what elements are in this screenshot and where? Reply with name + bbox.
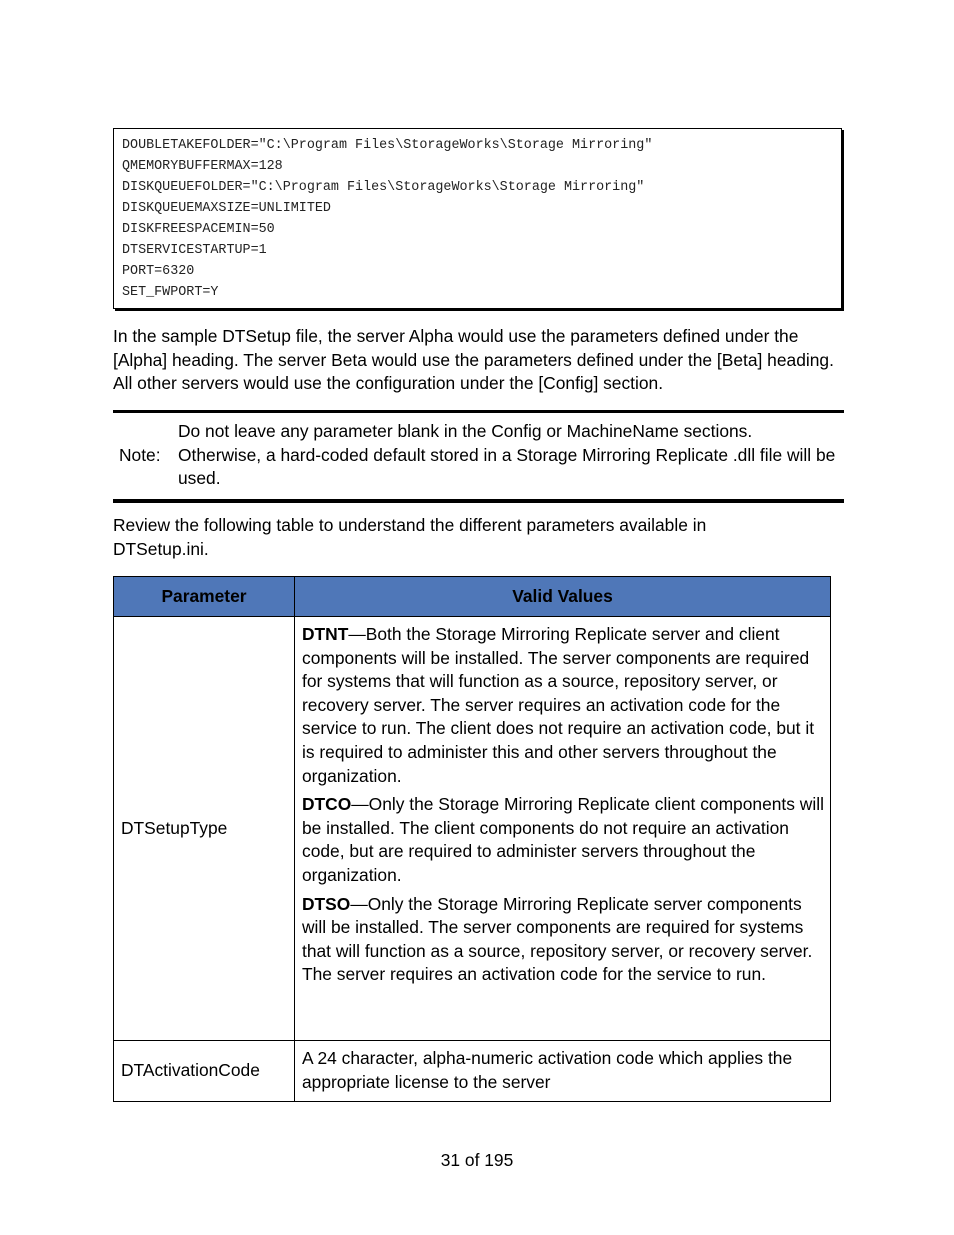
table-row <box>114 617 831 1041</box>
value-entry <box>302 623 824 788</box>
note-label: Note: <box>119 445 161 465</box>
header-valid-values: Valid Values <box>295 577 831 617</box>
page-number: 31 of 195 <box>440 1150 514 1170</box>
note-text: Do not leave any parameter blank in the Config or MachineName sections. Otherwise, a hard-coded default stored in a Storage Mirroring Replicate .dll file will be used. <box>178 421 836 489</box>
table-row <box>114 1041 831 1102</box>
parameters-table <box>113 576 831 1102</box>
intro-paragraph: In the sample DTSetup file, the server Alpha would use the parameters defined under the [Alpha] heading. The server Beta would use the parameters defined under the [Beta] heading. All other servers would use the configuration under the [Config] section. <box>113 326 834 394</box>
code-line: QMEMORYBUFFERMAX=128 <box>122 159 283 174</box>
code-line: DISKQUEUEFOLDER="C:\Program Files\StorageWorks\Storage Mirroring" <box>122 180 645 195</box>
code-line: DISKQUEUEMAXSIZE=UNLIMITED <box>122 201 331 216</box>
table-header-row <box>114 577 831 617</box>
code-line: DOUBLETAKEFOLDER="C:\Program Files\StorageWorks\Storage Mirroring" <box>122 138 653 153</box>
value-description: —Both the Storage Mirroring Replicate server and client components will be installed. The server components are required for systems that will function as a source, repository server, or recovery server. The server requires an activation code for the service to run. The client does not require an activation code, but it is required to administer this and other servers throughout the organization. <box>302 624 815 786</box>
parameter-name: DTSetupType <box>114 617 295 1041</box>
value-term: DTCO <box>302 794 352 815</box>
parameter-description: A 24 character, alpha-numeric activation code which applies the appropriate license to the server <box>295 1041 831 1102</box>
value-description: —Only the Storage Mirroring Replicate server components will be installed. The server components are required for systems that will function as a source, repository server, or recovery server. The server requires an activation code for the service to run. <box>302 893 813 985</box>
value-term: DTSO <box>302 893 351 914</box>
code-line: DISKFREESPACEMIN=50 <box>122 222 275 237</box>
review-paragraph: Review the following table to understand the different parameters available in DTSetup.ini. <box>113 515 707 559</box>
value-description: —Only the Storage Mirroring Replicate client components will be installed. The client components do not require an activation code, but are required to administer servers throughout the organization. <box>302 794 824 885</box>
code-line: DTSERVICESTARTUP=1 <box>122 243 267 258</box>
code-line: PORT=6320 <box>122 264 195 279</box>
value-entry <box>302 893 824 987</box>
code-line: SET_FWPORT=Y <box>122 285 219 300</box>
code-block <box>113 128 842 309</box>
header-parameter: Parameter <box>114 577 295 617</box>
valid-values-cell <box>295 617 831 1041</box>
value-entry <box>302 793 824 887</box>
value-term: DTNT <box>302 624 349 644</box>
parameter-name: DTActivationCode <box>114 1041 295 1102</box>
note-box <box>113 410 844 503</box>
